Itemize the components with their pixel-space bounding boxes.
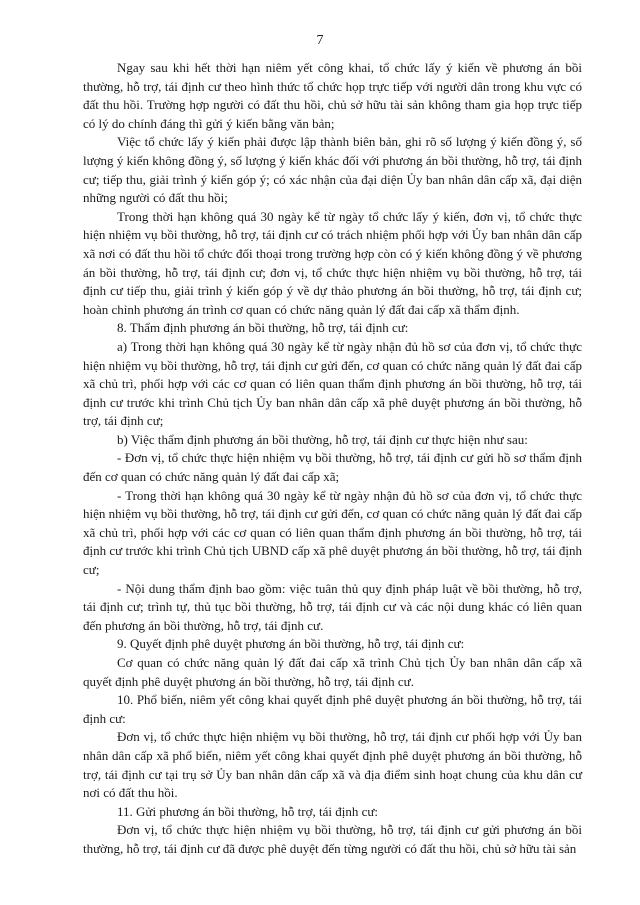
paragraph-11-body: Đơn vị, tổ chức thực hiện nhiệm vụ bồi thường, hỗ trợ, tái định cư gửi phương án bồi thường, hỗ trợ, tái định cư đã được phê duyệt đến từng người có đất thu hồi, chủ sở hữu tài sản <box>83 822 582 856</box>
paragraph-dialogue-deadline: Trong thời hạn không quá 30 ngày kể từ ngày tổ chức lấy ý kiến, đơn vị, tổ chức thực hiện nhiệm vụ bồi thường, hỗ trợ, tái định cư có trách nhiệm phối hợp với Ủy ban nhân dân cấp xã nơi có đất thu hồi tổ chức đối thoại trong trường hợp còn có ý kiến không đồng ý về phương án bồi thường, hỗ trợ, tái định cư; đơn vị, tổ chức thực hiện nhiệm vụ bồi thường, hỗ trợ, tái định cư tiếp thu, giải trình ý kiến góp ý về dự thảo phương án bồi thường, hỗ trợ, tái định cư; hoàn chỉnh phương án trình cơ quan có chức năng quản lý đất đai cấp xã thẩm định. <box>83 208 582 317</box>
section-heading-11-delivery: 11. Gửi phương án bồi thường, hỗ trợ, tái định cư: <box>117 803 378 819</box>
page-number: 7 <box>316 33 324 48</box>
paragraph-10-body: Đơn vị, tổ chức thực hiện nhiệm vụ bồi thường, hỗ trợ, tái định cư phối hợp với Ủy ban nhân dân cấp xã phổ biến, niêm yết công khai quyết định phê duyệt phương án bồi thường, hỗ trợ, tái định cư tại trụ sở Ủy ban nhân dân cấp xã và địa điểm sinh hoạt chung của khu dân cư nơi có đất thu hồi. <box>83 729 582 801</box>
paragraph-8a: a) Trong thời hạn không quá 30 ngày kể từ ngày nhận đủ hồ sơ của đơn vị, tổ chức thực hiện nhiệm vụ bồi thường, hỗ trợ, tái định cư gửi đến, cơ quan có chức năng quản lý đất đai cấp xã chủ trì, phối hợp với các cơ quan có liên quan thẩm định phương án bồi thường, hỗ trợ, tái định cư trước khi trình Chủ tịch Ủy ban nhân dân cấp xã phê duyệt phương án bồi thường, hỗ trợ, tái định cư; <box>83 338 582 429</box>
paragraph-consultation-minutes: Việc tổ chức lấy ý kiến phải được lập thành biên bản, ghi rõ số lượng ý kiến đồng ý, số lượng ý kiến không đồng ý, số lượng ý kiến khác đối với phương án bồi thường, hỗ trợ, tái định cư; tiếp thu, giải trình ý kiến góp ý; có xác nhận của đại diện Ủy ban nhân dân cấp xã, đại diện những người có đất thu hồi; <box>83 134 582 206</box>
document-body <box>83 59 582 859</box>
bullet-appraisal-content: - Nội dung thẩm định bao gồm: việc tuân thủ quy định pháp luật về bồi thường, hỗ trợ, tái định cư; trình tự, thủ tục bồi thường, hỗ trợ, tái định cư và các nội dung khác có liên quan đến phương án bồi thường, hỗ trợ, tái định cư. <box>83 580 582 633</box>
bullet-appraisal-deadline: - Trong thời hạn không quá 30 ngày kể từ ngày nhận đủ hồ sơ của đơn vị, tổ chức thực hiện nhiệm vụ bồi thường, hỗ trợ, tái định cư gửi đến, cơ quan có chức năng quản lý đất đai cấp xã chủ trì, phối hợp với các cơ quan có liên quan thẩm định phương án bồi thường, hỗ trợ, tái định cư trước khi trình Chủ tịch UBND cấp xã phê duyệt phương án bồi thường, hỗ trợ, tái định cư; <box>83 487 582 578</box>
section-heading-10-publication: 10. Phổ biến, niêm yết công khai quyết định phê duyệt phương án bồi thường, hỗ trợ, tái định cư: <box>83 692 582 726</box>
paragraph-9-body: Cơ quan có chức năng quản lý đất đai cấp xã trình Chủ tịch Ủy ban nhân dân cấp xã quyết định phê duyệt phương án bồi thường, hỗ trợ, tái định cư. <box>83 655 582 689</box>
paragraph-public-consultation: Ngay sau khi hết thời hạn niêm yết công khai, tổ chức lấy ý kiến về phương án bồi thường, hỗ trợ, tái định cư theo hình thức tổ chức họp trực tiếp với người dân trong khu vực có đất thu hồi. Trường hợp người có đất thu hồi, chủ sở hữu tài sản không tham gia họp trực tiếp có lý do chính đáng thì gửi ý kiến bằng văn bản; <box>83 60 582 131</box>
paragraph-8b: b) Việc thẩm định phương án bồi thường, hỗ trợ, tái định cư thực hiện như sau: <box>117 431 528 447</box>
bullet-submit-dossier: - Đơn vị, tổ chức thực hiện nhiệm vụ bồi thường, hỗ trợ, tái định cư gửi hồ sơ thẩm định đến cơ quan có chức năng quản lý đất đai cấp xã; <box>83 450 582 485</box>
section-heading-8-appraisal: 8. Thẩm định phương án bồi thường, hỗ trợ, tái định cư: <box>117 320 409 336</box>
section-heading-9-approval: 9. Quyết định phê duyệt phương án bồi thường, hỗ trợ, tái định cư: <box>117 636 465 652</box>
